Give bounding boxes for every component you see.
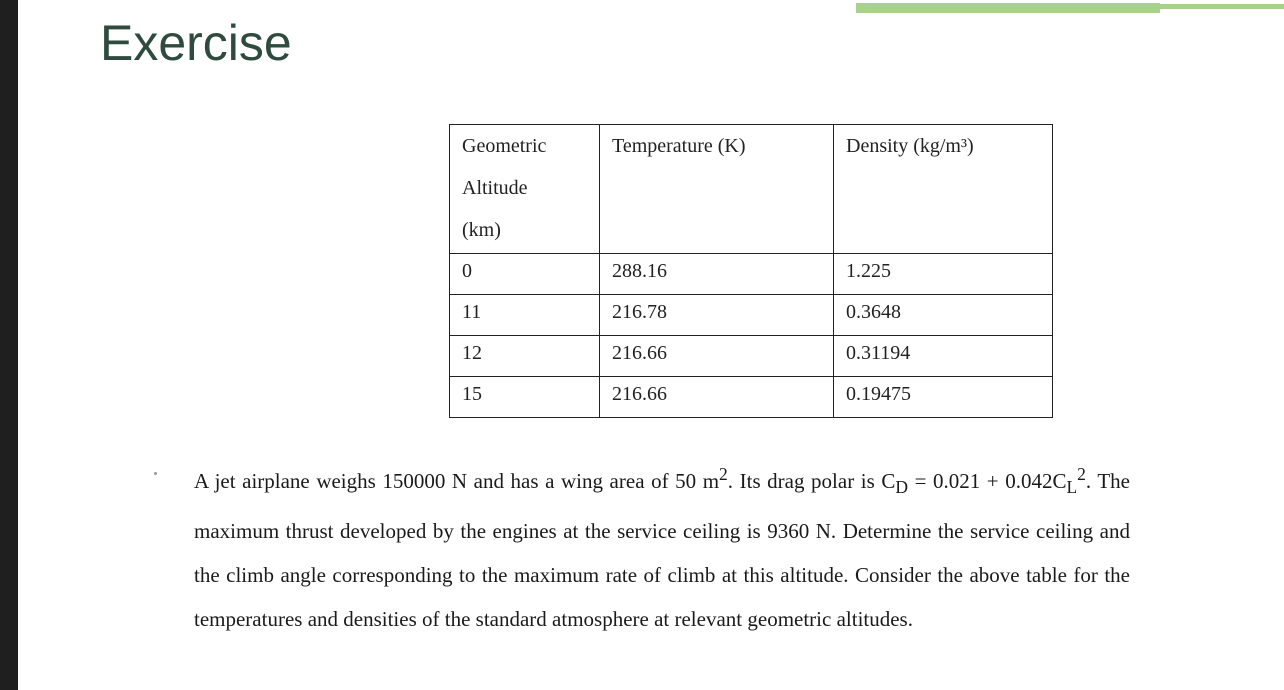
table-row [450,295,1053,336]
bullet-dot [154,472,157,475]
subscript-lift: L [1066,477,1078,498]
left-edge-bar [0,0,18,690]
cell-temperature: 216.66 [600,336,834,377]
accent-bar-thin [1160,4,1284,9]
header-altitude-line-3: (km) [462,219,501,241]
table-row [450,336,1053,377]
table-row [450,254,1053,295]
cell-density: 0.31194 [834,336,1053,377]
cell-temperature: 288.16 [600,254,834,295]
problem-statement [194,452,1130,641]
accent-bar [856,3,1284,13]
header-altitude [450,125,600,254]
problem-text-4: . The maximum thrust developed by the engines at the service ceiling is 9360 N. Determine the service ceiling and the climb angle corresponding to the maximum rate of climb at this altitude. Consider the above table for the temperatures and densities of the standard atmosphere at relevant geometric altitudes. [194,469,1130,632]
exponent-area: 2 [719,464,728,484]
problem-text-1: A jet airplane weighs 150000 N and has a wing area of 50 m [194,469,720,493]
cell-altitude: 0 [450,254,600,295]
header-density: Density (kg/m³) [834,125,1053,254]
cell-temperature: 216.66 [600,377,834,418]
problem-text-3: = 0.021 + 0.042C [908,469,1067,493]
cell-temperature: 216.78 [600,295,834,336]
table-row [450,377,1053,418]
cell-density: 1.225 [834,254,1053,295]
header-altitude-line-2: Altitude [462,177,528,199]
cell-density: 0.3648 [834,295,1053,336]
cell-altitude: 12 [450,336,600,377]
header-temperature: Temperature (K) [600,125,834,254]
cell-density: 0.19475 [834,377,1053,418]
accent-bar-main [856,3,1160,13]
exponent-lift: 2 [1077,464,1086,484]
subscript-drag: D [895,477,908,498]
cell-altitude: 11 [450,295,600,336]
table-header-row [450,125,1053,254]
slide-title: Exercise [100,15,292,71]
header-altitude-line-1: Geometric [462,135,547,157]
standard-atmosphere-table [449,124,1053,418]
cell-altitude: 15 [450,377,600,418]
problem-text-2: . Its drag polar is C [727,469,896,493]
